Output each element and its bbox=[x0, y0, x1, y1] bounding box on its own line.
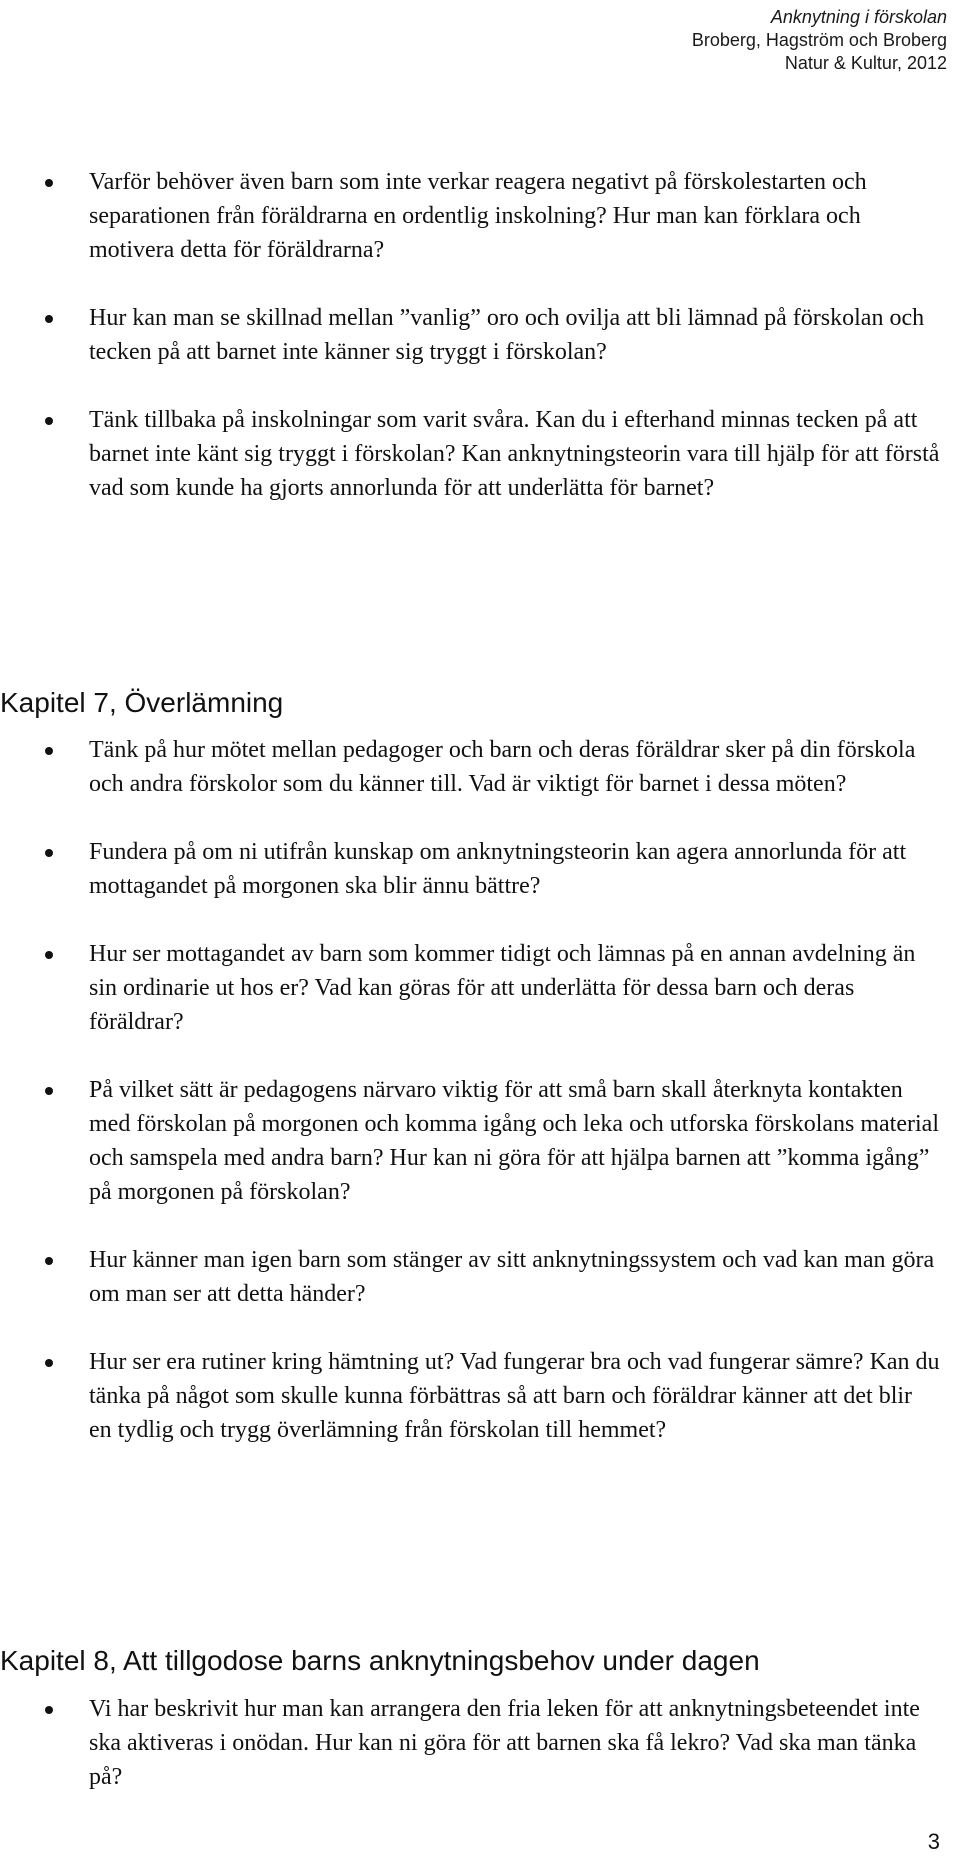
bullet-icon bbox=[45, 849, 53, 857]
chapter-7-heading: Kapitel 7, Överlämning bbox=[0, 687, 284, 718]
bullet-icon bbox=[45, 1359, 53, 1367]
book-title: Anknytning i förskolan bbox=[770, 7, 947, 27]
list-item: Tänk tillbaka på inskolningar som varit svåra. Kan du i efterhand minnas tecken på att barnet inte känt sig tryggt i förskolan? Kan anknytningsteorin vara till hjälp för att förstå vad som kunde ha gjorts annorlunda för att underlätta för barnet? bbox=[0, 403, 960, 505]
bullet-icon bbox=[45, 1087, 53, 1095]
bullet-icon bbox=[45, 179, 53, 187]
bullet-icon bbox=[45, 315, 53, 323]
list-item: Vi har beskrivit hur man kan arrangera den fria leken för att anknytningsbeteendet inte ska aktiveras i onödan. Hur kan ni göra för att barnen ska få lekro? Vad ska man tänka på? bbox=[0, 1692, 960, 1794]
page-header bbox=[692, 6, 947, 75]
intro-question-list bbox=[0, 165, 960, 505]
list-item: Hur känner man igen barn som stänger av sitt anknytningssystem och vad kan man göra om man ser att detta händer? bbox=[0, 1243, 960, 1311]
bullet-icon bbox=[45, 951, 53, 959]
bullet-icon bbox=[45, 417, 53, 425]
list-item: På vilket sätt är pedagogens närvaro viktig för att små barn skall återknyta kontakten med förskolan på morgonen och komma igång och leka och utforska förskolans material och samspela med andra barn? Hur kan ni göra för att hjälpa barnen att ”komma igång” på morgonen på förskolan? bbox=[0, 1073, 960, 1209]
bullet-icon bbox=[45, 1706, 53, 1714]
list-item: Varför behöver även barn som inte verkar reagera negativt på förskolestarten och separationen från föräldrarna en ordentlig inskolning? Hur man kan förklara och motivera detta för föräldrarna? bbox=[0, 165, 960, 267]
chapter-7-question-list bbox=[0, 733, 960, 1447]
page-number: 3 bbox=[927, 1829, 940, 1854]
list-item: Hur ser era rutiner kring hämtning ut? Vad fungerar bra och vad fungerar sämre? Kan du tänka på något som skulle kunna förbättras så att barn och föräldrar känner att det blir en tydlig och trygg överlämning från förskolan till hemmet? bbox=[0, 1345, 960, 1447]
list-item: Hur ser mottagandet av barn som kommer tidigt och lämnas på en annan avdelning än sin ordinarie ut hos er? Vad kan göras för att underlätta för dessa barn och deras föräldrar? bbox=[0, 937, 960, 1039]
list-item: Hur kan man se skillnad mellan ”vanlig” oro och ovilja att bli lämnad på förskolan och tecken på att barnet inte känner sig tryggt i förskolan? bbox=[0, 301, 960, 369]
chapter-8-question-list bbox=[0, 1692, 960, 1794]
book-publisher: Natur & Kultur, 2012 bbox=[784, 53, 947, 73]
bullet-icon bbox=[45, 1257, 53, 1265]
list-item: Tänk på hur mötet mellan pedagoger och barn och deras föräldrar sker på din förskola och andra förskolor som du känner till. Vad är viktigt för barnet i dessa möten? bbox=[0, 733, 960, 801]
list-item: Fundera på om ni utifrån kunskap om anknytningsteorin kan agera annorlunda för att mottagandet på morgonen ska blir ännu bättre? bbox=[0, 835, 960, 903]
chapter-8-heading: Kapitel 8, Att tillgodose barns anknytningsbehov under dagen bbox=[0, 1645, 760, 1676]
bullet-icon bbox=[45, 747, 53, 755]
book-authors: Broberg, Hagström och Broberg bbox=[691, 30, 947, 50]
